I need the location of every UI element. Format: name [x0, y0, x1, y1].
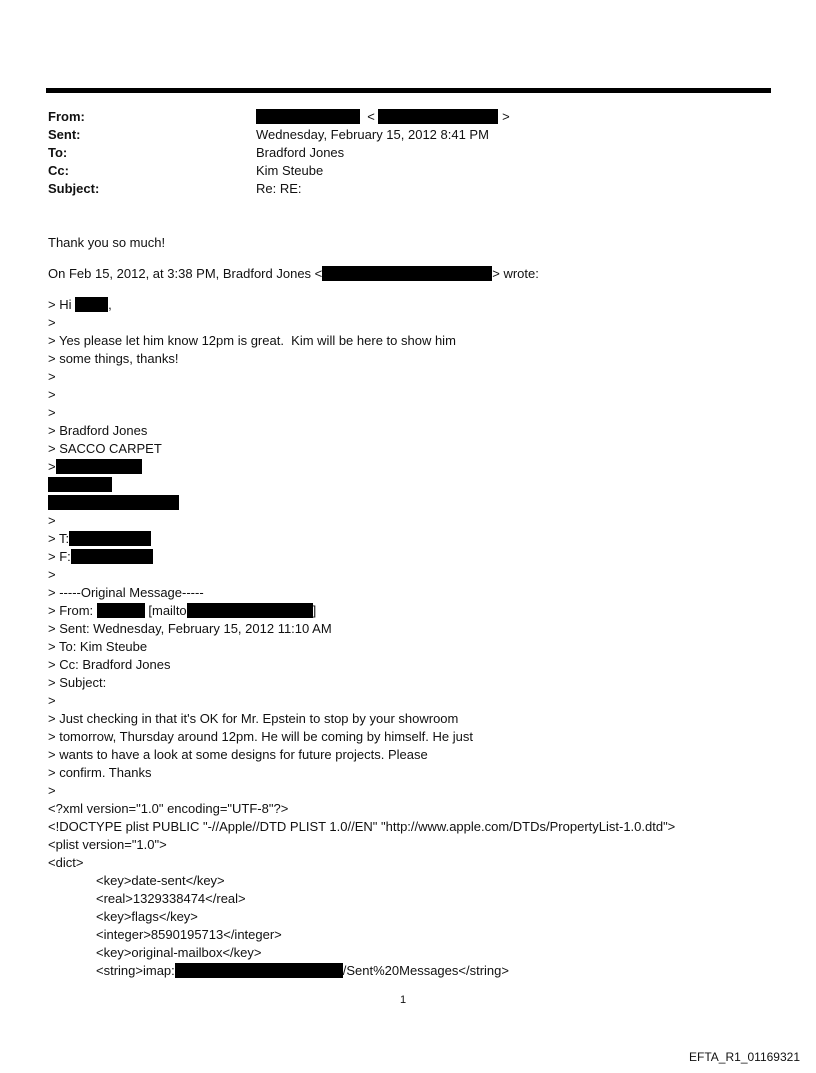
from-value: < >	[256, 108, 510, 126]
sent-label: Sent:	[48, 127, 81, 142]
quoted-line: >	[48, 369, 56, 384]
redaction-box	[97, 603, 145, 618]
redaction-box	[75, 297, 108, 312]
quoted-line: >	[48, 567, 56, 582]
header-rule	[46, 88, 771, 93]
xml-line: <plist version="1.0">	[48, 837, 167, 852]
cc-row	[48, 162, 510, 180]
sent-value: Wednesday, February 15, 2012 8:41 PM	[256, 127, 489, 142]
original-cc: > Cc: Bradford Jones	[48, 657, 171, 672]
xml-line: <real>1329338474</real>	[96, 891, 246, 906]
from-row	[48, 108, 510, 126]
quoted-line: > confirm. Thanks	[48, 765, 152, 780]
redaction-box	[48, 495, 179, 510]
document-id: EFTA_R1_01169321	[689, 1050, 800, 1064]
subject-row	[48, 180, 510, 198]
original-to: > To: Kim Steube	[48, 639, 148, 654]
sent-row	[48, 126, 510, 144]
quoted-line: > Yes please let him know 12pm is great. Kim will be here to show him	[48, 333, 456, 348]
cc-label: Cc:	[48, 163, 69, 178]
quoted-line: >	[48, 693, 56, 708]
signature-company: > SACCO CARPET	[48, 441, 162, 456]
xml-line: <?xml version="1.0" encoding="UTF-8"?>	[48, 801, 289, 816]
original-subject: > Subject:	[48, 675, 107, 690]
quoted-line: >	[48, 405, 56, 420]
redaction-box	[71, 549, 153, 564]
quoted-line: >	[48, 387, 56, 402]
quoted-line: > Hi ,	[48, 297, 112, 312]
xml-line: <integer>8590195713</integer>	[96, 927, 282, 942]
xml-line: <key>flags</key>	[96, 909, 198, 924]
signature-name: > Bradford Jones	[48, 423, 148, 438]
redaction-box	[56, 459, 142, 474]
redaction-box	[175, 963, 343, 978]
quoted-line: > some things, thanks!	[48, 351, 179, 366]
cc-value: Kim Steube	[256, 163, 324, 178]
redaction-box	[48, 477, 112, 492]
quoted-line: > wants to have a look at some designs for future projects. Please	[48, 747, 428, 762]
to-row	[48, 144, 510, 162]
quoted-line: >	[48, 783, 56, 798]
quoted-line: > tomorrow, Thursday around 12pm. He will be coming by himself. He just	[48, 729, 473, 744]
quoted-line: >	[48, 315, 56, 330]
to-label: To:	[48, 145, 68, 160]
quoted-line: >	[48, 513, 56, 528]
quoted-line: > Just checking in that it's OK for Mr. Epstein to stop by your showroom	[48, 711, 459, 726]
body-line: Thank you so much!	[48, 235, 166, 250]
original-from: > From: [mailto ]	[48, 603, 317, 618]
redaction-box	[187, 603, 313, 618]
xml-line: <key>original-mailbox</key>	[96, 945, 262, 960]
redacted-line	[48, 476, 675, 494]
email-header	[48, 108, 510, 198]
subject-label: Subject:	[48, 181, 100, 196]
to-value: Bradford Jones	[256, 145, 345, 160]
xml-line: <key>date-sent</key>	[96, 873, 225, 888]
redacted-line	[48, 494, 675, 512]
reply-intro: On Feb 15, 2012, at 3:38 PM, Bradford Jones < > wrote:	[48, 266, 539, 281]
original-sent: > Sent: Wednesday, February 15, 2012 11:10 AM	[48, 621, 332, 636]
page-number: 1	[400, 994, 407, 1006]
redaction-box	[256, 109, 360, 124]
signature-phone: > T:	[48, 530, 675, 548]
email-body	[48, 234, 675, 980]
redaction-box	[378, 109, 498, 124]
xml-line: <string>imap: /Sent%20Messages</string>	[96, 963, 509, 978]
original-message-divider: > -----Original Message-----	[48, 585, 204, 600]
xml-line: <dict>	[48, 855, 84, 870]
subject-value: Re: RE:	[256, 181, 302, 196]
redaction-box	[69, 531, 151, 546]
from-label: From:	[48, 109, 85, 124]
signature-fax: > F:	[48, 548, 675, 566]
xml-line: <!DOCTYPE plist PUBLIC "-//Apple//DTD PLIST 1.0//EN" "http://www.apple.com/DTDs/PropertyList-1.0.dtd">	[48, 819, 676, 834]
quoted-line: >	[48, 458, 675, 476]
redaction-box	[322, 266, 492, 281]
